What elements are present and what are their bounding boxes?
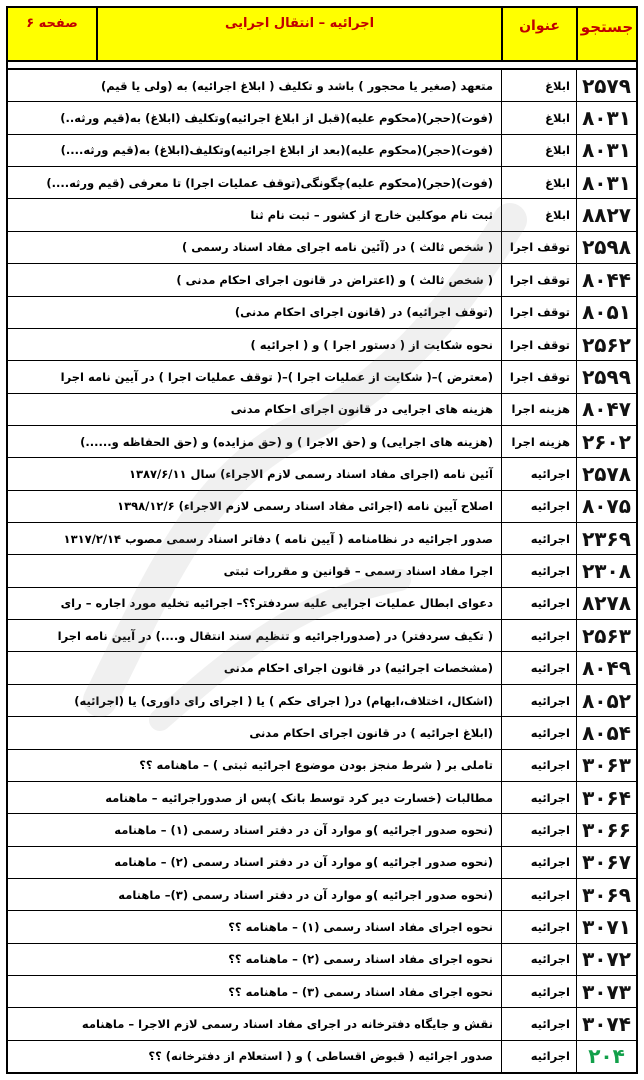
row-description: اصلاح آیین نامه (اجرائی مفاد اسناد رسمی لازم الاجراء) ۱۳۹۸/۱۲/۶ — [117, 499, 493, 514]
row-search-number: ۸۰۵۲ — [576, 685, 636, 716]
row-description: (هزینه های اجرایی) و (حق الاجرا ) و (حق مزایده) و (حق الحفاظه و......) — [80, 434, 493, 449]
row-search-number: ۲۵۷۸ — [576, 458, 636, 489]
row-search-number: ۲۳۶۹ — [576, 523, 636, 554]
table-row — [8, 70, 636, 102]
row-subject: توقف اجرا — [501, 297, 576, 328]
table-row — [8, 814, 636, 846]
row-subject: اجرائیه — [501, 814, 576, 845]
row-search-number: ۳۰۶۶ — [576, 814, 636, 845]
table-row — [8, 523, 636, 555]
row-search-number: ۸۰۳۱ — [576, 102, 636, 133]
row-description: اجرا مفاد اسناد رسمی – قوانین و مقررات ثبتی — [223, 564, 493, 579]
row-description: متعهد (صغیر یا محجور ) باشد و تکلیف ( ابلاغ اجرائیه) به (ولی یا قیم) — [101, 78, 493, 93]
row-subject: هزینه اجرا — [501, 426, 576, 457]
row-description: نحوه شکایت از ( دستور اجرا ) و ( اجرائیه ) — [250, 337, 493, 352]
header-title: اجرائیه – انتقال اجرایی — [96, 8, 501, 60]
row-description: مطالبات (خسارت دیر کرد توسط بانک )پس از صدوراجرائیه – ماهنامه — [105, 790, 493, 805]
table-row — [8, 944, 636, 976]
table-row — [8, 847, 636, 879]
header-page-label: صفحه ۶ — [8, 8, 96, 60]
table-row — [8, 750, 636, 782]
row-search-number: ۸۰۵۱ — [576, 297, 636, 328]
row-subject: اجرائیه — [501, 491, 576, 522]
table-row — [8, 394, 636, 426]
row-description: (فوت)(حجر)(محکوم علیه)(قبل از ابلاغ اجرائیه)وتکلیف (ابلاغ) به(قیم ورثه..) — [60, 111, 493, 126]
table-row — [8, 297, 636, 329]
row-search-number: ۳۰۷۳ — [576, 976, 636, 1007]
row-description: (اشکال، اختلاف،ابهام) در( اجرای حکم ) یا ( اجرای رای داوری) یا (اجرائیه) — [74, 693, 493, 708]
row-description: (ابلاغ اجرائیه ) در قانون اجرای احکام مدنی — [249, 725, 493, 740]
row-description: هزینه های اجرایی در قانون اجرای احکام مدنی — [230, 402, 493, 417]
table-row — [8, 976, 636, 1008]
row-search-number: ۳۰۷۴ — [576, 1008, 636, 1039]
row-description: نحوه اجرای مفاد اسناد رسمی (۱) – ماهنامه ؟؟ — [228, 920, 493, 935]
row-search-number: ۳۰۶۷ — [576, 847, 636, 878]
row-description: (معترض )–( شکایت از عملیات اجرا )–( توقف عملیات اجرا ) در آیین نامه اجرا — [60, 369, 493, 384]
row-subject: اجرائیه — [501, 782, 576, 813]
table-row — [8, 491, 636, 523]
row-search-number: ۸۰۳۱ — [576, 167, 636, 198]
header-subject-label: عنوان — [501, 8, 576, 60]
row-description: نقش و جایگاه دفترخانه در اجرای مفاد اسناد رسمی لازم الاجرا – ماهنامه — [81, 1017, 493, 1032]
row-subject: توقف اجرا — [501, 329, 576, 360]
row-subject: اجرائیه — [501, 879, 576, 910]
row-subject: ابلاغ — [501, 135, 576, 166]
table-row — [8, 135, 636, 167]
table-row — [8, 1041, 636, 1072]
table-row — [8, 199, 636, 231]
table-row — [8, 167, 636, 199]
table-row — [8, 555, 636, 587]
row-subject: توقف اجرا — [501, 232, 576, 263]
row-description: تاملی بر ( شرط منجز بودن موضوع اجرائیه ثبتی ) – ماهنامه ؟؟ — [139, 758, 493, 773]
row-search-number: ۲۵۹۸ — [576, 232, 636, 263]
row-subject: اجرائیه — [501, 847, 576, 878]
row-search-number: ۲۰۴ — [576, 1041, 636, 1072]
row-subject: توقف اجرا — [501, 264, 576, 295]
row-subject: هزینه اجرا — [501, 394, 576, 425]
row-description: (مشخصات اجرائیه) در قانون اجرای احکام مدنی — [223, 661, 493, 676]
header-spacer — [8, 62, 636, 70]
row-description: دعوای ابطال عملیات اجرایی علیه سردفتر؟؟– اجرائیه تخلیه مورد اجاره – رای — [60, 596, 493, 611]
table-row — [8, 329, 636, 361]
table-row — [8, 911, 636, 943]
row-search-number: ۳۰۶۹ — [576, 879, 636, 910]
table-row — [8, 652, 636, 684]
row-description: نحوه اجرای مفاد اسناد رسمی (۳) – ماهنامه ؟؟ — [228, 984, 493, 999]
row-search-number: ۳۰۶۳ — [576, 750, 636, 781]
row-search-number: ۲۵۶۲ — [576, 329, 636, 360]
table-row — [8, 685, 636, 717]
row-subject: اجرائیه — [501, 523, 576, 554]
row-subject: اجرائیه — [501, 685, 576, 716]
table-row — [8, 1008, 636, 1040]
row-description: (نحوه صدور اجرائیه )و موارد آن در دفتر اسناد رسمی (۲) – ماهنامه — [114, 855, 493, 870]
table-row — [8, 620, 636, 652]
row-description: (فوت)(حجر)(محکوم علیه)(بعد از ابلاغ اجرائیه)وتکلیف(ابلاغ) به(قیم ورثه....) — [60, 143, 493, 158]
table-header — [8, 8, 636, 62]
row-subject: اجرائیه — [501, 458, 576, 489]
table-row — [8, 232, 636, 264]
row-subject: ابلاغ — [501, 199, 576, 230]
table-row — [8, 426, 636, 458]
row-search-number: ۸۸۲۷ — [576, 199, 636, 230]
row-search-number: ۳۰۷۱ — [576, 911, 636, 942]
row-search-number: ۳۰۷۲ — [576, 944, 636, 975]
row-search-number: ۲۵۹۹ — [576, 361, 636, 392]
table-row — [8, 717, 636, 749]
row-subject: توقف اجرا — [501, 361, 576, 392]
row-search-number: ۸۰۴۴ — [576, 264, 636, 295]
table-row — [8, 782, 636, 814]
row-subject: اجرائیه — [501, 588, 576, 619]
row-subject: اجرائیه — [501, 944, 576, 975]
row-description: نحوه اجرای مفاد اسناد رسمی (۲) – ماهنامه ؟؟ — [228, 952, 493, 967]
row-search-number: ۸۰۵۴ — [576, 717, 636, 748]
row-search-number: ۸۰۷۵ — [576, 491, 636, 522]
row-search-number: ۸۰۳۱ — [576, 135, 636, 166]
table-row — [8, 588, 636, 620]
row-subject: اجرائیه — [501, 911, 576, 942]
row-search-number: ۳۰۶۴ — [576, 782, 636, 813]
row-subject: اجرائیه — [501, 1008, 576, 1039]
row-subject: اجرائیه — [501, 555, 576, 586]
row-search-number: ۸۲۷۸ — [576, 588, 636, 619]
row-subject: ابلاغ — [501, 167, 576, 198]
row-description: صدور اجرائیه ( قبوض اقساطی ) و ( استعلام از دفترخانه) ؟؟ — [148, 1049, 493, 1064]
row-subject: اجرائیه — [501, 717, 576, 748]
row-description: ( تکیف سردفتر) در (صدوراجرائیه و تنظیم سند انتقال و....) در آیین نامه اجرا — [57, 628, 493, 643]
row-description: ثبت نام موکلین خارج از کشور – ثبت نام ثنا — [250, 208, 493, 223]
table-body — [8, 70, 636, 1072]
row-search-number: ۲۶۰۲ — [576, 426, 636, 457]
row-subject: ابلاغ — [501, 102, 576, 133]
row-subject: ابلاغ — [501, 70, 576, 101]
table-row — [8, 264, 636, 296]
row-search-number: ۸۰۴۷ — [576, 394, 636, 425]
table-row — [8, 102, 636, 134]
table-row — [8, 361, 636, 393]
row-subject: اجرائیه — [501, 976, 576, 1007]
row-description: صدور اجرائیه در نظامنامه ( آیین نامه ) دفاتر اسناد رسمی مصوب ۱۳۱۷/۲/۱۴ — [63, 531, 493, 546]
row-description: (نحوه صدور اجرائیه )و موارد آن در دفتر اسناد رسمی (۳)– ماهنامه — [118, 887, 493, 902]
row-search-number: ۲۵۶۳ — [576, 620, 636, 651]
row-subject: اجرائیه — [501, 652, 576, 683]
row-search-number: ۸۰۴۹ — [576, 652, 636, 683]
row-description: (فوت)(حجر)(محکوم علیه)چگونگی(توقف عملیات اجرا) تا معرفی (قیم ورثه....) — [46, 175, 493, 190]
row-description: آئین نامه (اجرای مفاد اسناد رسمی لازم الاجراء) سال ۱۳۸۷/۶/۱۱ — [128, 466, 493, 481]
row-description: ( شخص ثالث ) و (اعتراض در قانون اجرای احکام مدنی ) — [176, 272, 493, 287]
header-search-label: جستجو — [576, 8, 636, 60]
row-subject: اجرائیه — [501, 1041, 576, 1072]
row-subject: اجرائیه — [501, 750, 576, 781]
row-description: (توقف اجرائیه) در (قانون اجرای احکام مدنی) — [234, 305, 493, 320]
row-description: (نحوه صدور اجرائیه )و موارد آن در دفتر اسناد رسمی (۱) – ماهنامه — [114, 822, 493, 837]
row-subject: اجرائیه — [501, 620, 576, 651]
row-search-number: ۲۳۰۸ — [576, 555, 636, 586]
row-description: ( شخص ثالث ) در (آئین نامه اجرای مفاد اسناد رسمی ) — [182, 240, 493, 255]
index-table — [6, 6, 638, 1074]
row-search-number: ۲۵۷۹ — [576, 70, 636, 101]
table-row — [8, 879, 636, 911]
table-row — [8, 458, 636, 490]
